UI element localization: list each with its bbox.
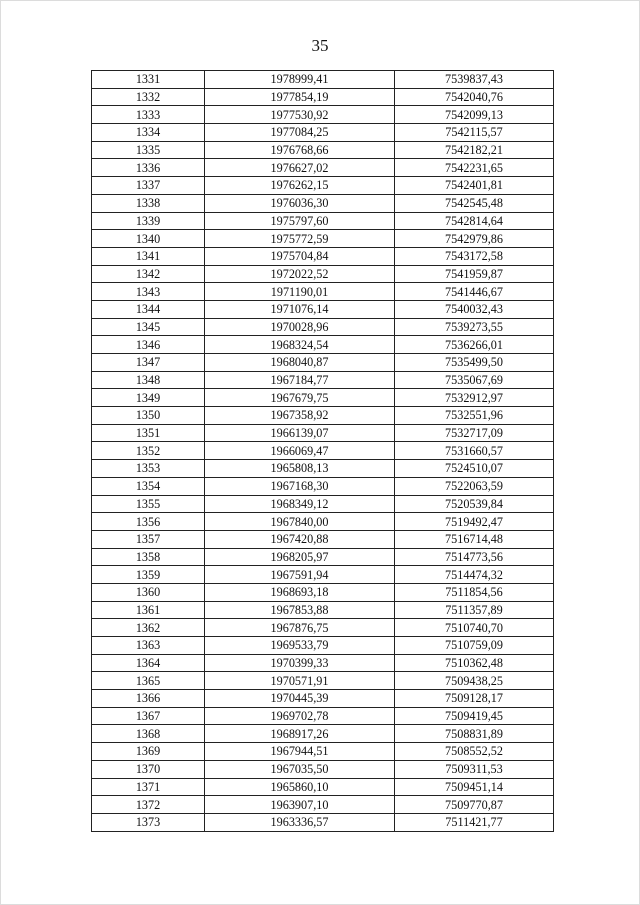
y-coordinate-cell: 7508552,52 bbox=[395, 743, 554, 761]
x-coordinate-cell: 1969533,79 bbox=[205, 637, 395, 655]
y-coordinate-cell: 7510362,48 bbox=[395, 654, 554, 672]
point-number-cell: 1335 bbox=[92, 141, 205, 159]
x-coordinate-cell: 1977854,19 bbox=[205, 88, 395, 106]
point-number-cell: 1345 bbox=[92, 318, 205, 336]
table-row bbox=[92, 654, 554, 672]
table-row bbox=[92, 407, 554, 425]
table-row bbox=[92, 760, 554, 778]
x-coordinate-cell: 1976036,30 bbox=[205, 194, 395, 212]
point-number-cell: 1367 bbox=[92, 707, 205, 725]
point-number-cell: 1354 bbox=[92, 477, 205, 495]
x-coordinate-cell: 1976262,15 bbox=[205, 177, 395, 195]
y-coordinate-cell: 7543172,58 bbox=[395, 247, 554, 265]
y-coordinate-cell: 7542979,86 bbox=[395, 230, 554, 248]
table-row bbox=[92, 106, 554, 124]
table-row bbox=[92, 460, 554, 478]
y-coordinate-cell: 7535499,50 bbox=[395, 354, 554, 372]
x-coordinate-cell: 1968205,97 bbox=[205, 548, 395, 566]
x-coordinate-cell: 1975772,59 bbox=[205, 230, 395, 248]
point-number-cell: 1366 bbox=[92, 690, 205, 708]
page-number: 35 bbox=[311, 36, 329, 55]
point-number-cell: 1368 bbox=[92, 725, 205, 743]
x-coordinate-cell: 1970399,33 bbox=[205, 654, 395, 672]
y-coordinate-cell: 7514773,56 bbox=[395, 548, 554, 566]
point-number-cell: 1371 bbox=[92, 778, 205, 796]
x-coordinate-cell: 1965808,13 bbox=[205, 460, 395, 478]
point-number-cell: 1355 bbox=[92, 495, 205, 513]
x-coordinate-cell: 1970571,91 bbox=[205, 672, 395, 690]
y-coordinate-cell: 7508831,89 bbox=[395, 725, 554, 743]
x-coordinate-cell: 1976768,66 bbox=[205, 141, 395, 159]
point-number-cell: 1363 bbox=[92, 637, 205, 655]
point-number-cell: 1338 bbox=[92, 194, 205, 212]
table-row bbox=[92, 424, 554, 442]
table-row bbox=[92, 247, 554, 265]
table-row bbox=[92, 336, 554, 354]
table-row bbox=[92, 212, 554, 230]
x-coordinate-cell: 1967420,88 bbox=[205, 530, 395, 548]
table-row bbox=[92, 371, 554, 389]
y-coordinate-cell: 7542231,65 bbox=[395, 159, 554, 177]
y-coordinate-cell: 7542814,64 bbox=[395, 212, 554, 230]
x-coordinate-cell: 1967876,75 bbox=[205, 619, 395, 637]
x-coordinate-cell: 1968324,54 bbox=[205, 336, 395, 354]
y-coordinate-cell: 7539273,55 bbox=[395, 318, 554, 336]
table-row bbox=[92, 354, 554, 372]
y-coordinate-cell: 7536266,01 bbox=[395, 336, 554, 354]
x-coordinate-cell: 1975704,84 bbox=[205, 247, 395, 265]
x-coordinate-cell: 1971190,01 bbox=[205, 283, 395, 301]
x-coordinate-cell: 1968040,87 bbox=[205, 354, 395, 372]
point-number-cell: 1351 bbox=[92, 424, 205, 442]
y-coordinate-cell: 7532551,96 bbox=[395, 407, 554, 425]
table-row bbox=[92, 513, 554, 531]
x-coordinate-cell: 1976627,02 bbox=[205, 159, 395, 177]
x-coordinate-cell: 1967035,50 bbox=[205, 760, 395, 778]
x-coordinate-cell: 1967944,51 bbox=[205, 743, 395, 761]
y-coordinate-cell: 7509438,25 bbox=[395, 672, 554, 690]
x-coordinate-cell: 1967358,92 bbox=[205, 407, 395, 425]
point-number-cell: 1348 bbox=[92, 371, 205, 389]
table-row bbox=[92, 477, 554, 495]
table-row bbox=[92, 283, 554, 301]
table-row bbox=[92, 707, 554, 725]
x-coordinate-cell: 1967168,30 bbox=[205, 477, 395, 495]
x-coordinate-cell: 1967679,75 bbox=[205, 389, 395, 407]
y-coordinate-cell: 7532717,09 bbox=[395, 424, 554, 442]
point-number-cell: 1350 bbox=[92, 407, 205, 425]
point-number-cell: 1370 bbox=[92, 760, 205, 778]
table-row bbox=[92, 124, 554, 142]
point-number-cell: 1339 bbox=[92, 212, 205, 230]
table-row bbox=[92, 672, 554, 690]
y-coordinate-cell: 7532912,97 bbox=[395, 389, 554, 407]
table-row bbox=[92, 318, 554, 336]
x-coordinate-cell: 1972022,52 bbox=[205, 265, 395, 283]
x-coordinate-cell: 1977084,25 bbox=[205, 124, 395, 142]
x-coordinate-cell: 1967840,00 bbox=[205, 513, 395, 531]
table-row bbox=[92, 495, 554, 513]
table-row bbox=[92, 194, 554, 212]
table-row bbox=[92, 566, 554, 584]
point-number-cell: 1340 bbox=[92, 230, 205, 248]
x-coordinate-cell: 1967853,88 bbox=[205, 601, 395, 619]
table-row bbox=[92, 141, 554, 159]
point-number-cell: 1362 bbox=[92, 619, 205, 637]
x-coordinate-cell: 1970445,39 bbox=[205, 690, 395, 708]
point-number-cell: 1372 bbox=[92, 796, 205, 814]
point-number-cell: 1365 bbox=[92, 672, 205, 690]
y-coordinate-cell: 7542099,13 bbox=[395, 106, 554, 124]
x-coordinate-cell: 1963907,10 bbox=[205, 796, 395, 814]
x-coordinate-cell: 1967591,94 bbox=[205, 566, 395, 584]
point-number-cell: 1342 bbox=[92, 265, 205, 283]
table-row bbox=[92, 778, 554, 796]
x-coordinate-cell: 1966069,47 bbox=[205, 442, 395, 460]
table-row bbox=[92, 300, 554, 318]
y-coordinate-cell: 7511357,89 bbox=[395, 601, 554, 619]
point-number-cell: 1361 bbox=[92, 601, 205, 619]
y-coordinate-cell: 7509770,87 bbox=[395, 796, 554, 814]
point-number-cell: 1332 bbox=[92, 88, 205, 106]
y-coordinate-cell: 7510740,70 bbox=[395, 619, 554, 637]
y-coordinate-cell: 7516714,48 bbox=[395, 530, 554, 548]
point-number-cell: 1356 bbox=[92, 513, 205, 531]
point-number-cell: 1337 bbox=[92, 177, 205, 195]
point-number-cell: 1343 bbox=[92, 283, 205, 301]
table-row bbox=[92, 743, 554, 761]
y-coordinate-cell: 7531660,57 bbox=[395, 442, 554, 460]
table-row bbox=[92, 442, 554, 460]
table-row bbox=[92, 265, 554, 283]
y-coordinate-cell: 7535067,69 bbox=[395, 371, 554, 389]
table-row bbox=[92, 71, 554, 89]
table-row bbox=[92, 159, 554, 177]
x-coordinate-cell: 1967184,77 bbox=[205, 371, 395, 389]
point-number-cell: 1357 bbox=[92, 530, 205, 548]
coordinates-table bbox=[91, 70, 554, 832]
point-number-cell: 1344 bbox=[92, 300, 205, 318]
y-coordinate-cell: 7509451,14 bbox=[395, 778, 554, 796]
y-coordinate-cell: 7539837,43 bbox=[395, 71, 554, 89]
y-coordinate-cell: 7509419,45 bbox=[395, 707, 554, 725]
x-coordinate-cell: 1975797,60 bbox=[205, 212, 395, 230]
y-coordinate-cell: 7520539,84 bbox=[395, 495, 554, 513]
table-row bbox=[92, 637, 554, 655]
table-row bbox=[92, 601, 554, 619]
point-number-cell: 1346 bbox=[92, 336, 205, 354]
x-coordinate-cell: 1971076,14 bbox=[205, 300, 395, 318]
x-coordinate-cell: 1978999,41 bbox=[205, 71, 395, 89]
table-row bbox=[92, 177, 554, 195]
point-number-cell: 1364 bbox=[92, 654, 205, 672]
point-number-cell: 1333 bbox=[92, 106, 205, 124]
y-coordinate-cell: 7519492,47 bbox=[395, 513, 554, 531]
table-row bbox=[92, 619, 554, 637]
y-coordinate-cell: 7509128,17 bbox=[395, 690, 554, 708]
y-coordinate-cell: 7511421,77 bbox=[395, 813, 554, 831]
y-coordinate-cell: 7514474,32 bbox=[395, 566, 554, 584]
y-coordinate-cell: 7542115,57 bbox=[395, 124, 554, 142]
y-coordinate-cell: 7522063,59 bbox=[395, 477, 554, 495]
point-number-cell: 1341 bbox=[92, 247, 205, 265]
point-number-cell: 1331 bbox=[92, 71, 205, 89]
y-coordinate-cell: 7542545,48 bbox=[395, 194, 554, 212]
table-row bbox=[92, 796, 554, 814]
point-number-cell: 1358 bbox=[92, 548, 205, 566]
table-row bbox=[92, 690, 554, 708]
x-coordinate-cell: 1968917,26 bbox=[205, 725, 395, 743]
y-coordinate-cell: 7509311,53 bbox=[395, 760, 554, 778]
x-coordinate-cell: 1965860,10 bbox=[205, 778, 395, 796]
y-coordinate-cell: 7511854,56 bbox=[395, 583, 554, 601]
point-number-cell: 1336 bbox=[92, 159, 205, 177]
point-number-cell: 1352 bbox=[92, 442, 205, 460]
table-row bbox=[92, 725, 554, 743]
point-number-cell: 1334 bbox=[92, 124, 205, 142]
coordinates-table-body bbox=[92, 71, 554, 832]
table-row bbox=[92, 583, 554, 601]
y-coordinate-cell: 7542182,21 bbox=[395, 141, 554, 159]
x-coordinate-cell: 1968349,12 bbox=[205, 495, 395, 513]
x-coordinate-cell: 1970028,96 bbox=[205, 318, 395, 336]
y-coordinate-cell: 7541959,87 bbox=[395, 265, 554, 283]
y-coordinate-cell: 7510759,09 bbox=[395, 637, 554, 655]
y-coordinate-cell: 7542401,81 bbox=[395, 177, 554, 195]
point-number-cell: 1349 bbox=[92, 389, 205, 407]
x-coordinate-cell: 1977530,92 bbox=[205, 106, 395, 124]
table-row bbox=[92, 548, 554, 566]
point-number-cell: 1360 bbox=[92, 583, 205, 601]
table-row bbox=[92, 813, 554, 831]
x-coordinate-cell: 1968693,18 bbox=[205, 583, 395, 601]
point-number-cell: 1373 bbox=[92, 813, 205, 831]
x-coordinate-cell: 1969702,78 bbox=[205, 707, 395, 725]
y-coordinate-cell: 7541446,67 bbox=[395, 283, 554, 301]
table-row bbox=[92, 530, 554, 548]
x-coordinate-cell: 1963336,57 bbox=[205, 813, 395, 831]
table-row bbox=[92, 88, 554, 106]
point-number-cell: 1353 bbox=[92, 460, 205, 478]
x-coordinate-cell: 1966139,07 bbox=[205, 424, 395, 442]
point-number-cell: 1359 bbox=[92, 566, 205, 584]
point-number-cell: 1369 bbox=[92, 743, 205, 761]
table-row bbox=[92, 230, 554, 248]
table-row bbox=[92, 389, 554, 407]
point-number-cell: 1347 bbox=[92, 354, 205, 372]
y-coordinate-cell: 7524510,07 bbox=[395, 460, 554, 478]
y-coordinate-cell: 7542040,76 bbox=[395, 88, 554, 106]
y-coordinate-cell: 7540032,43 bbox=[395, 300, 554, 318]
